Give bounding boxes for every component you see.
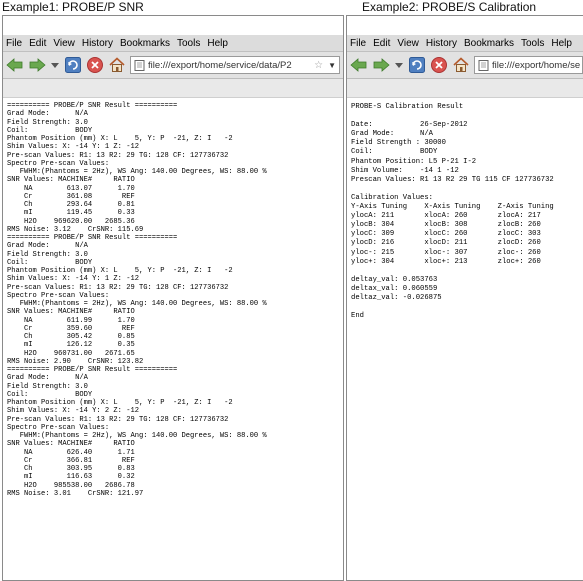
reload-icon[interactable] (64, 56, 82, 74)
browser-window-probe-s-calibration (346, 15, 583, 581)
text-line: ylocA: 211 xlocA: 260 zlocA: 217 (351, 212, 541, 221)
text-line: Field Strength: 3.0 (7, 250, 88, 259)
text-line: Field Strength: 3.0 (7, 382, 88, 391)
text-line: Coil: BODY (7, 258, 93, 267)
text-line (351, 303, 583, 312)
text-line: Shim Values: X: -14 Y: 1 Z: -12 (7, 275, 139, 284)
text-line: Shim Values: X: -14 Y: 1 Z: -12 (7, 143, 139, 152)
menu-help[interactable]: Help (207, 37, 228, 49)
text-line (351, 112, 583, 121)
page-icon (134, 60, 145, 71)
tab-strip (3, 79, 343, 98)
menu-history[interactable]: History (425, 37, 457, 49)
page-content (3, 98, 343, 498)
text-line: NA 626.40 1.71 (7, 448, 135, 457)
menu-bar (3, 35, 343, 52)
text-line: deltaz_val: -0.026875 (351, 293, 442, 302)
text-line: ylocC: 309 xlocC: 260 zlocC: 303 (351, 230, 541, 239)
bookmark-star-icon[interactable]: ☆ (314, 59, 324, 71)
text-line: Prescan Values: R1 13 R2 29 TG 115 CF 127736732 (351, 175, 554, 184)
text-line: ========== PROBE/P SNR Result ========== (7, 234, 178, 242)
text-line: Cr 359.60 REF (7, 324, 135, 333)
text-line: Date: 26-Sep-2012 (351, 121, 468, 130)
text-line: RMS Noise: 3.01 CrSNR: 121.97 (7, 489, 144, 498)
text-line: Pre-scan Values: R1: 13 R2: 29 TG: 128 CF: 127736732 (7, 283, 229, 292)
text-line: Cr 361.08 REF (7, 192, 135, 201)
url-dropdown-icon[interactable]: ▼ (328, 60, 336, 70)
menu-help[interactable]: Help (551, 37, 572, 49)
text-line: ========== PROBE/P SNR Result ========== (7, 366, 178, 374)
menu-edit[interactable]: Edit (29, 37, 47, 49)
text-line: Cr 366.81 REF (7, 456, 135, 465)
text-line: Pre-scan Values: R1: 13 R2: 29 TG: 128 CF: 127736732 (7, 415, 229, 424)
text-line: ylocD: 216 xlocD: 211 zlocD: 260 (351, 239, 541, 248)
menu-view[interactable]: View (53, 37, 75, 49)
browser-window-probe-p-snr (2, 15, 344, 581)
tab-strip (347, 79, 583, 98)
text-line: FWHM:(Phantoms = 2Hz), WS Ang: 140.00 Degrees, WS: 88.00 % (7, 432, 267, 440)
text-line: Phantom Position (mm) X: L 5, Y: P -21, Z: I -2 (7, 399, 233, 407)
text-line: mI 116.63 0.32 (7, 473, 135, 482)
text-line: PROBE-S Calibration Result (351, 103, 464, 111)
text-line: Ch 303.95 0.83 (7, 465, 135, 473)
address-bar[interactable] (474, 56, 583, 74)
text-line: mI 119.45 0.33 (7, 209, 135, 218)
home-icon[interactable] (108, 56, 126, 74)
example1-caption: Example1: PROBE/P SNR (2, 0, 144, 14)
text-line: Field Strength : 30000 (351, 139, 446, 148)
text-line: RMS Noise: 3.12 CrSNR: 115.69 (7, 225, 144, 234)
forward-arrow-icon[interactable] (28, 56, 46, 74)
text-line: Shim Values: X: -14 Y: 2 Z: -12 (7, 407, 139, 416)
text-line: H2O 985538.00 2686.78 (7, 481, 135, 490)
text-line: ========== PROBE/P SNR Result ========== (7, 102, 178, 110)
stop-icon[interactable] (430, 56, 448, 74)
menu-tools[interactable]: Tools (521, 37, 545, 49)
text-line (351, 267, 583, 276)
text-line: Coil: BODY (351, 148, 438, 157)
example2-caption: Example2: PROBE/S Calibration (362, 0, 537, 14)
text-line: Spectro Pre-scan Values: (7, 159, 110, 168)
text-line: Y-Axis Tuning X-Axis Tuning Z-Axis Tuning (351, 203, 554, 212)
home-icon[interactable] (452, 56, 470, 74)
text-line: Ch 293.64 0.81 (7, 201, 135, 209)
text-line: Phantom Position: L5 P-21 I-2 (351, 157, 477, 166)
address-bar[interactable] (130, 56, 340, 74)
text-line: Calibration Values: (351, 193, 433, 202)
text-line: ylocB: 304 xlocB: 308 zlocB: 260 (351, 221, 541, 230)
page-content (347, 98, 583, 321)
text-line: RMS Noise: 2.90 CrSNR: 123.82 (7, 357, 144, 366)
text-line: Phantom Position (mm) X: L 5, Y: P -21, Z: I -2 (7, 267, 233, 275)
back-arrow-icon[interactable] (350, 56, 368, 74)
history-dropdown-icon[interactable] (394, 56, 404, 74)
text-line: Phantom Position (mm) X: L 5, Y: P -21, Z: I -2 (7, 135, 233, 143)
text-line: H2O 969620.00 2685.36 (7, 217, 135, 226)
text-line: Field Strength: 3.0 (7, 118, 88, 127)
text-line: Grad Mode: N/A (7, 110, 88, 119)
text-line: mI 126.12 0.35 (7, 341, 135, 350)
back-arrow-icon[interactable] (6, 56, 24, 74)
url-text: file:///export/home/se (492, 59, 581, 71)
text-line: SNR Values: MACHINE# RATIO (7, 440, 135, 449)
navigation-toolbar (3, 52, 343, 79)
text-line: Grad Mode: N/A (351, 130, 433, 139)
menu-file[interactable]: File (350, 37, 367, 49)
text-line: H2O 960731.00 2671.65 (7, 349, 135, 358)
text-line: Grad Mode: N/A (7, 374, 88, 383)
menu-view[interactable]: View (397, 37, 419, 49)
text-line: yloc+: 304 xloc+: 213 zloc+: 260 (351, 257, 541, 266)
text-line: SNR Values: MACHINE# RATIO (7, 176, 135, 185)
page-icon (478, 60, 489, 71)
navigation-toolbar (347, 52, 583, 79)
text-line: Spectro Pre-scan Values: (7, 423, 110, 432)
text-line: SNR Values: MACHINE# RATIO (7, 308, 135, 317)
text-line: Grad Mode: N/A (7, 242, 88, 251)
text-line: NA 611.99 1.70 (7, 316, 135, 325)
text-line: yloc-: 215 xloc-: 307 zloc-: 260 (351, 248, 541, 257)
menu-bookmarks[interactable]: Bookmarks (119, 37, 170, 49)
text-line: FWHM:(Phantoms = 2Hz), WS Ang: 140.00 Degrees, WS: 88.00 % (7, 300, 267, 308)
text-line: Ch 305.42 0.85 (7, 333, 135, 341)
text-line (351, 185, 583, 194)
forward-arrow-icon[interactable] (372, 56, 390, 74)
menu-file[interactable]: File (6, 37, 23, 49)
text-line: Coil: BODY (7, 390, 93, 399)
history-dropdown-icon[interactable] (50, 56, 60, 74)
text-line: NA 613.07 1.70 (7, 184, 135, 193)
url-text: file:///export/home/service/data/P2 (148, 59, 292, 71)
text-line: Coil: BODY (7, 126, 93, 135)
text-line: Spectro Pre-scan Values: (7, 291, 110, 300)
menu-bookmarks[interactable]: Bookmarks (463, 37, 514, 49)
text-line: deltay_val: 0.053763 (351, 275, 438, 284)
text-line: End (351, 312, 364, 321)
menu-edit[interactable]: Edit (373, 37, 391, 49)
menu-tools[interactable]: Tools (177, 37, 201, 49)
menu-bar (347, 35, 583, 52)
reload-icon[interactable] (408, 56, 426, 74)
stop-icon[interactable] (86, 56, 104, 74)
text-line: Pre-scan Values: R1: 13 R2: 29 TG: 128 CF: 127736732 (7, 151, 229, 160)
text-line: Shim Volume: -14 1 -12 (351, 166, 459, 175)
menu-history[interactable]: History (81, 37, 113, 49)
text-line: deltax_val: 0.060559 (351, 284, 438, 293)
text-line: FWHM:(Phantoms = 2Hz), WS Ang: 140.00 Degrees, WS: 88.00 % (7, 168, 267, 176)
